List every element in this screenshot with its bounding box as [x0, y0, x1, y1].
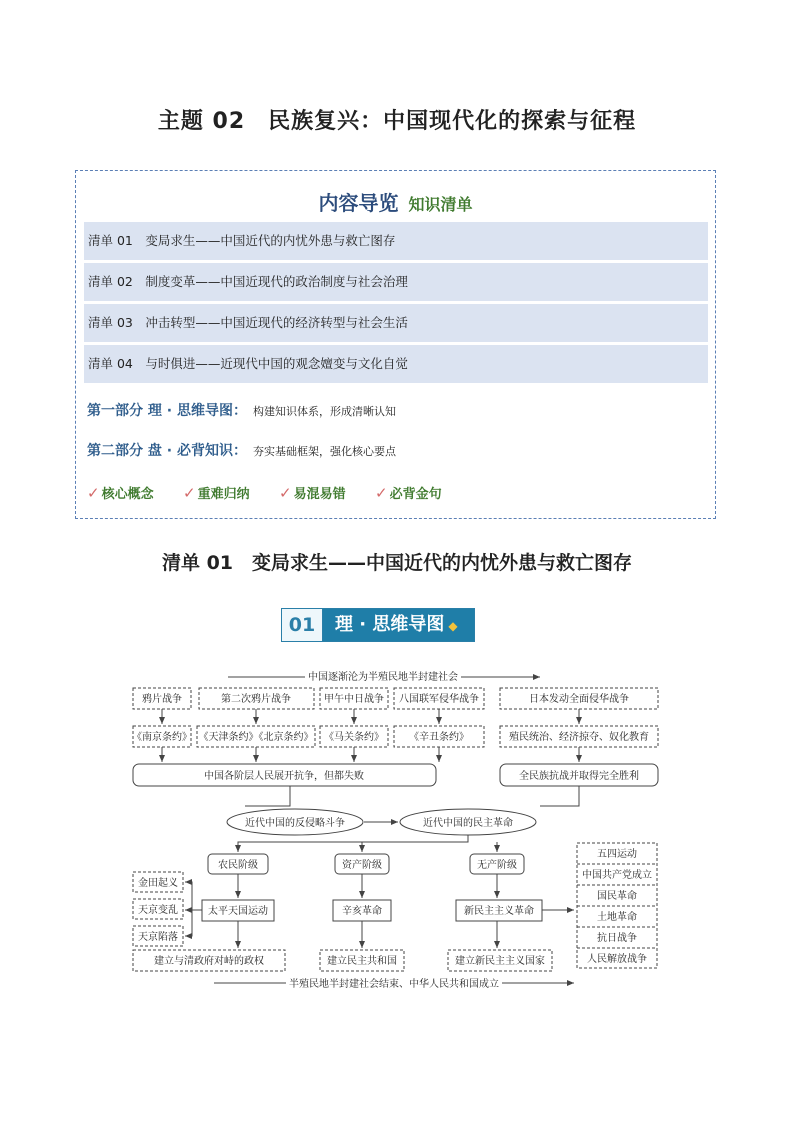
newdem-event: 人民解放战争 — [587, 954, 647, 965]
treaty-label: 《天津条约》《北京条约》 — [198, 732, 314, 743]
newdem-event: 中国共产党成立 — [582, 870, 652, 881]
check-icon: ✓ — [375, 484, 388, 502]
guide-title: 内容导览 — [318, 191, 399, 215]
oval-left-label: 近代中国的反侵略斗争 — [245, 818, 345, 829]
treaty-label: 殖民统治、经济掠夺、奴化教育 — [509, 732, 649, 743]
movement-label: 太平天国运动 — [208, 906, 268, 917]
taiping-event: 天京变乱 — [138, 905, 178, 916]
newdem-event: 五四运动 — [597, 849, 637, 860]
result-label: 建立与清政府对峙的政权 — [154, 956, 264, 967]
part-desc: 构建知识体系，形成清晰认知 — [252, 405, 396, 418]
movement-label: 辛亥革命 — [342, 906, 382, 917]
check-icon: ✓ — [87, 484, 100, 502]
war-label: 鸦片战争 — [142, 694, 182, 705]
taiping-event: 金田起义 — [138, 878, 178, 889]
part-label: 第二部分 盘 · 必背知识： — [87, 443, 247, 459]
check-icon: ✓ — [279, 484, 292, 502]
newdem-event: 抗日战争 — [597, 933, 637, 944]
war-label: 日本发动全面侵华战争 — [529, 694, 629, 705]
class-label: 资产阶级 — [342, 860, 382, 871]
list-item[interactable]: 清单 02 制度变革——中国近现代的政治制度与社会治理 — [84, 263, 708, 301]
part-label: 第一部分 理 · 思维导图： — [87, 403, 247, 419]
tag-label: 核心概念 — [101, 487, 154, 502]
tag-label: 必背金句 — [389, 487, 442, 502]
result-label: 建立新民主主义国家 — [455, 956, 545, 967]
treaty-label: 《辛丑条约》 — [409, 732, 469, 743]
tag-label: 易混易错 — [293, 487, 346, 502]
resist-right-label: 全民族抗战并取得完全胜利 — [519, 771, 639, 782]
guide-subtitle: 知识清单 — [408, 195, 473, 214]
war-label: 第二次鸦片战争 — [221, 694, 291, 705]
list-item[interactable]: 清单 01 变局求生——中国近代的内忧外患与救亡图存 — [84, 222, 708, 260]
resist-left-label: 中国各阶层人民展开抗争，但都失败 — [204, 771, 364, 782]
result-label: 建立民主共和国 — [327, 956, 397, 967]
treaty-label: 《南京条约》 — [132, 732, 192, 743]
list-item[interactable]: 清单 04 与时俱进——近现代中国的观念嬗变与文化自觉 — [84, 345, 708, 383]
badge-label: 理 · 思维导图 — [335, 614, 445, 635]
war-label: 八国联军侵华战争 — [399, 694, 479, 705]
top-arrow-label: 中国逐渐沦为半殖民地半封建社会 — [308, 672, 458, 683]
taiping-event: 天京陷落 — [138, 932, 178, 943]
bottom-arrow-label: 半殖民地半封建社会结束、中华人民共和国成立 — [289, 979, 499, 990]
section-title: 清单 01 变局求生——中国近代的内忧外患与救亡图存 — [161, 552, 633, 574]
list-item[interactable]: 清单 03 冲击转型——中国近现代的经济转型与社会生活 — [84, 304, 708, 342]
war-label: 甲午中日战争 — [324, 694, 384, 705]
movement-label: 新民主主义革命 — [464, 906, 534, 917]
newdem-event: 国民革命 — [597, 891, 637, 902]
class-label: 无产阶级 — [477, 860, 517, 871]
newdem-event: 土地革命 — [597, 912, 637, 923]
check-icon: ✓ — [183, 484, 196, 502]
tag-label: 重难归纳 — [197, 487, 250, 502]
treaty-label: 《马关条约》 — [324, 732, 384, 743]
part-desc: 夯实基础框架，强化核心要点 — [252, 445, 396, 458]
oval-right-label: 近代中国的民主革命 — [423, 818, 513, 829]
class-label: 农民阶级 — [218, 860, 258, 871]
diamond-icon: ◆ — [448, 619, 458, 633]
badge-number: 01 — [282, 609, 323, 641]
page-title: 主题 02 民族复兴：中国现代化的探索与征程 — [157, 109, 637, 134]
